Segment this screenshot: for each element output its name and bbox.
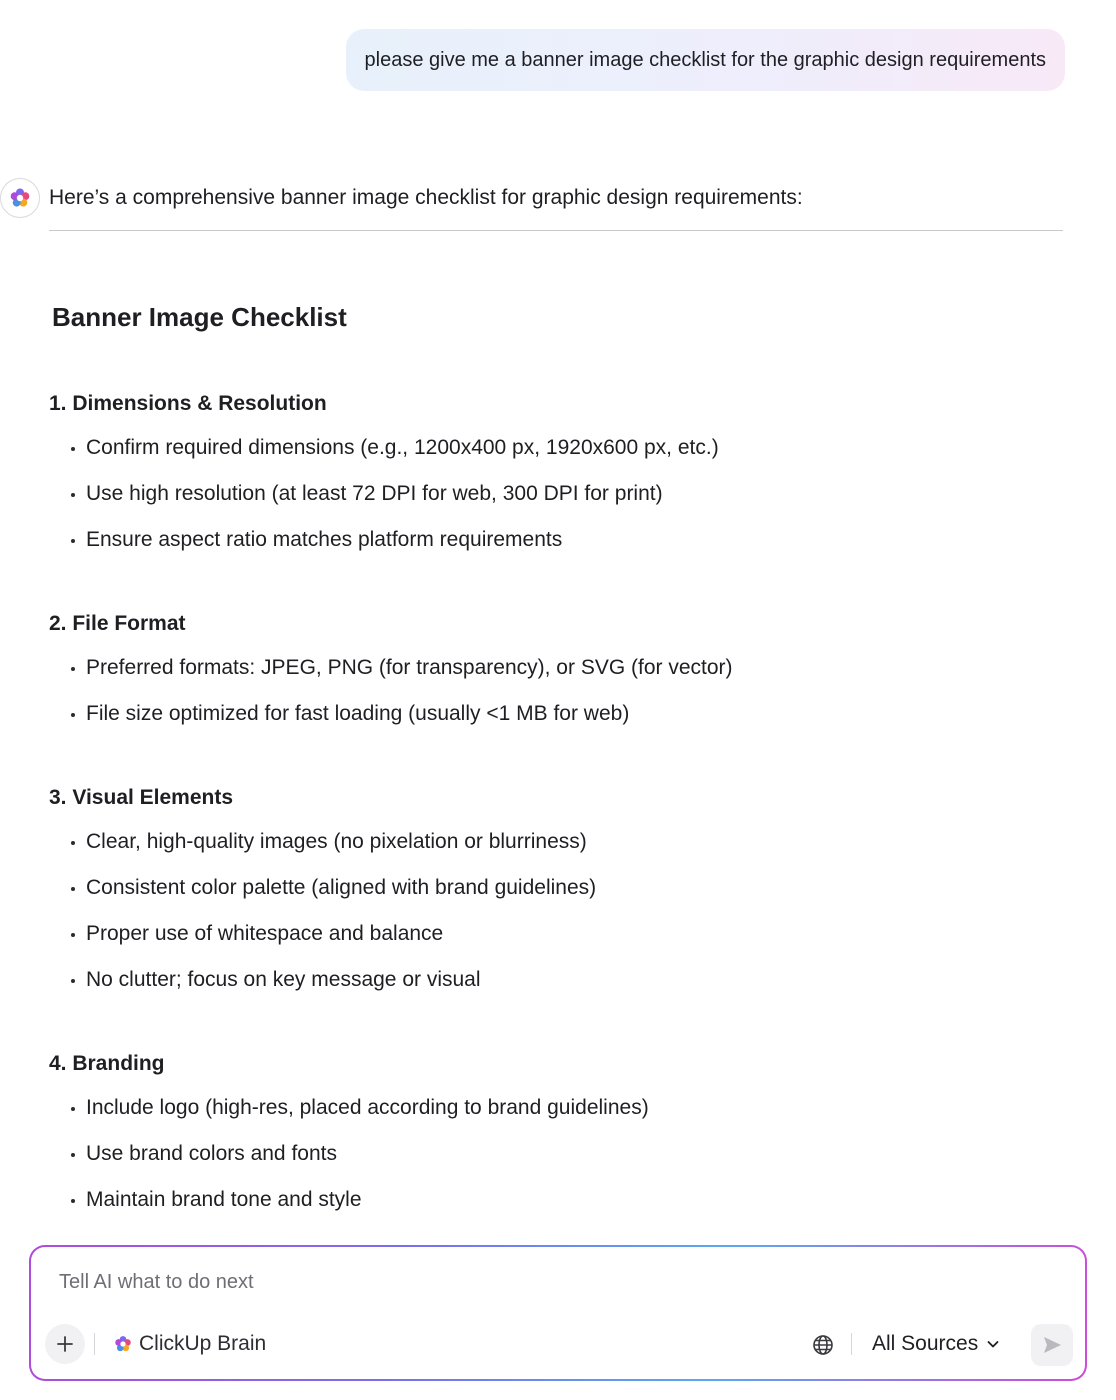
- section-heading: 1. Dimensions & Resolution: [49, 392, 327, 415]
- clickup-brain-icon: [113, 1334, 133, 1354]
- section-heading: 3. Visual Elements: [49, 786, 234, 809]
- list-item: No clutter; focus on key message or visual: [49, 964, 1049, 1010]
- list-item: Maintain brand tone and style: [49, 1184, 1049, 1230]
- checklist-section: [49, 608, 1049, 744]
- ai-intro-text: Here’s a comprehensive banner image checklist for graphic design requirements:: [49, 186, 803, 209]
- globe-icon: [812, 1334, 834, 1356]
- user-message-text: please give me a banner image checklist for the graphic design requirements: [364, 48, 1046, 71]
- add-attachment-button[interactable]: [45, 1324, 85, 1364]
- ai-prompt-input[interactable]: [59, 1267, 959, 1297]
- divider: [49, 230, 1063, 231]
- bullet-list: [49, 432, 1049, 570]
- user-message-bubble: [346, 29, 1065, 91]
- all-sources-label: All Sources: [872, 1332, 979, 1355]
- list-item: Use high resolution (at least 72 DPI for web, 300 DPI for print): [49, 478, 1049, 524]
- list-item: Proper use of whitespace and balance: [49, 918, 1049, 964]
- web-search-button[interactable]: [811, 1333, 835, 1357]
- ai-composer: [29, 1245, 1087, 1381]
- section-heading: 2. File Format: [49, 612, 186, 635]
- toolbar-separator: [851, 1333, 852, 1355]
- list-item: Include logo (high-res, placed according to brand guidelines): [49, 1092, 1049, 1138]
- ai-avatar: [0, 178, 40, 218]
- checklist-section: [49, 782, 1049, 1010]
- checklist-section: [49, 1048, 1049, 1230]
- send-button[interactable]: [1031, 1324, 1073, 1366]
- list-item: Clear, high-quality images (no pixelation or blurriness): [49, 826, 1049, 872]
- bullet-list: [49, 826, 1049, 1010]
- chevron-down-icon: [986, 1337, 1000, 1351]
- checklist-section: [49, 388, 1049, 570]
- all-sources-dropdown[interactable]: [872, 1327, 1000, 1361]
- section-heading: 4. Branding: [49, 1052, 165, 1075]
- list-item: Consistent color palette (aligned with brand guidelines): [49, 872, 1049, 918]
- list-item: Preferred formats: JPEG, PNG (for transparency), or SVG (for vector): [49, 652, 1049, 698]
- toolbar-separator: [94, 1333, 95, 1355]
- list-item: Ensure aspect ratio matches platform requirements: [49, 524, 1049, 570]
- clickup-brain-icon: [8, 186, 32, 210]
- checklist-title: Banner Image Checklist: [52, 302, 347, 332]
- clickup-brain-button[interactable]: [113, 1327, 266, 1361]
- composer-inner: [31, 1247, 1085, 1379]
- bullet-list: [49, 1092, 1049, 1230]
- list-item: File size optimized for fast loading (usually <1 MB for web): [49, 698, 1049, 744]
- send-icon: [1041, 1334, 1063, 1356]
- bullet-list: [49, 652, 1049, 744]
- list-item: Confirm required dimensions (e.g., 1200x400 px, 1920x600 px, etc.): [49, 432, 1049, 478]
- plus-icon: [56, 1335, 74, 1353]
- list-item: Use brand colors and fonts: [49, 1138, 1049, 1184]
- clickup-brain-label: ClickUp Brain: [139, 1332, 267, 1355]
